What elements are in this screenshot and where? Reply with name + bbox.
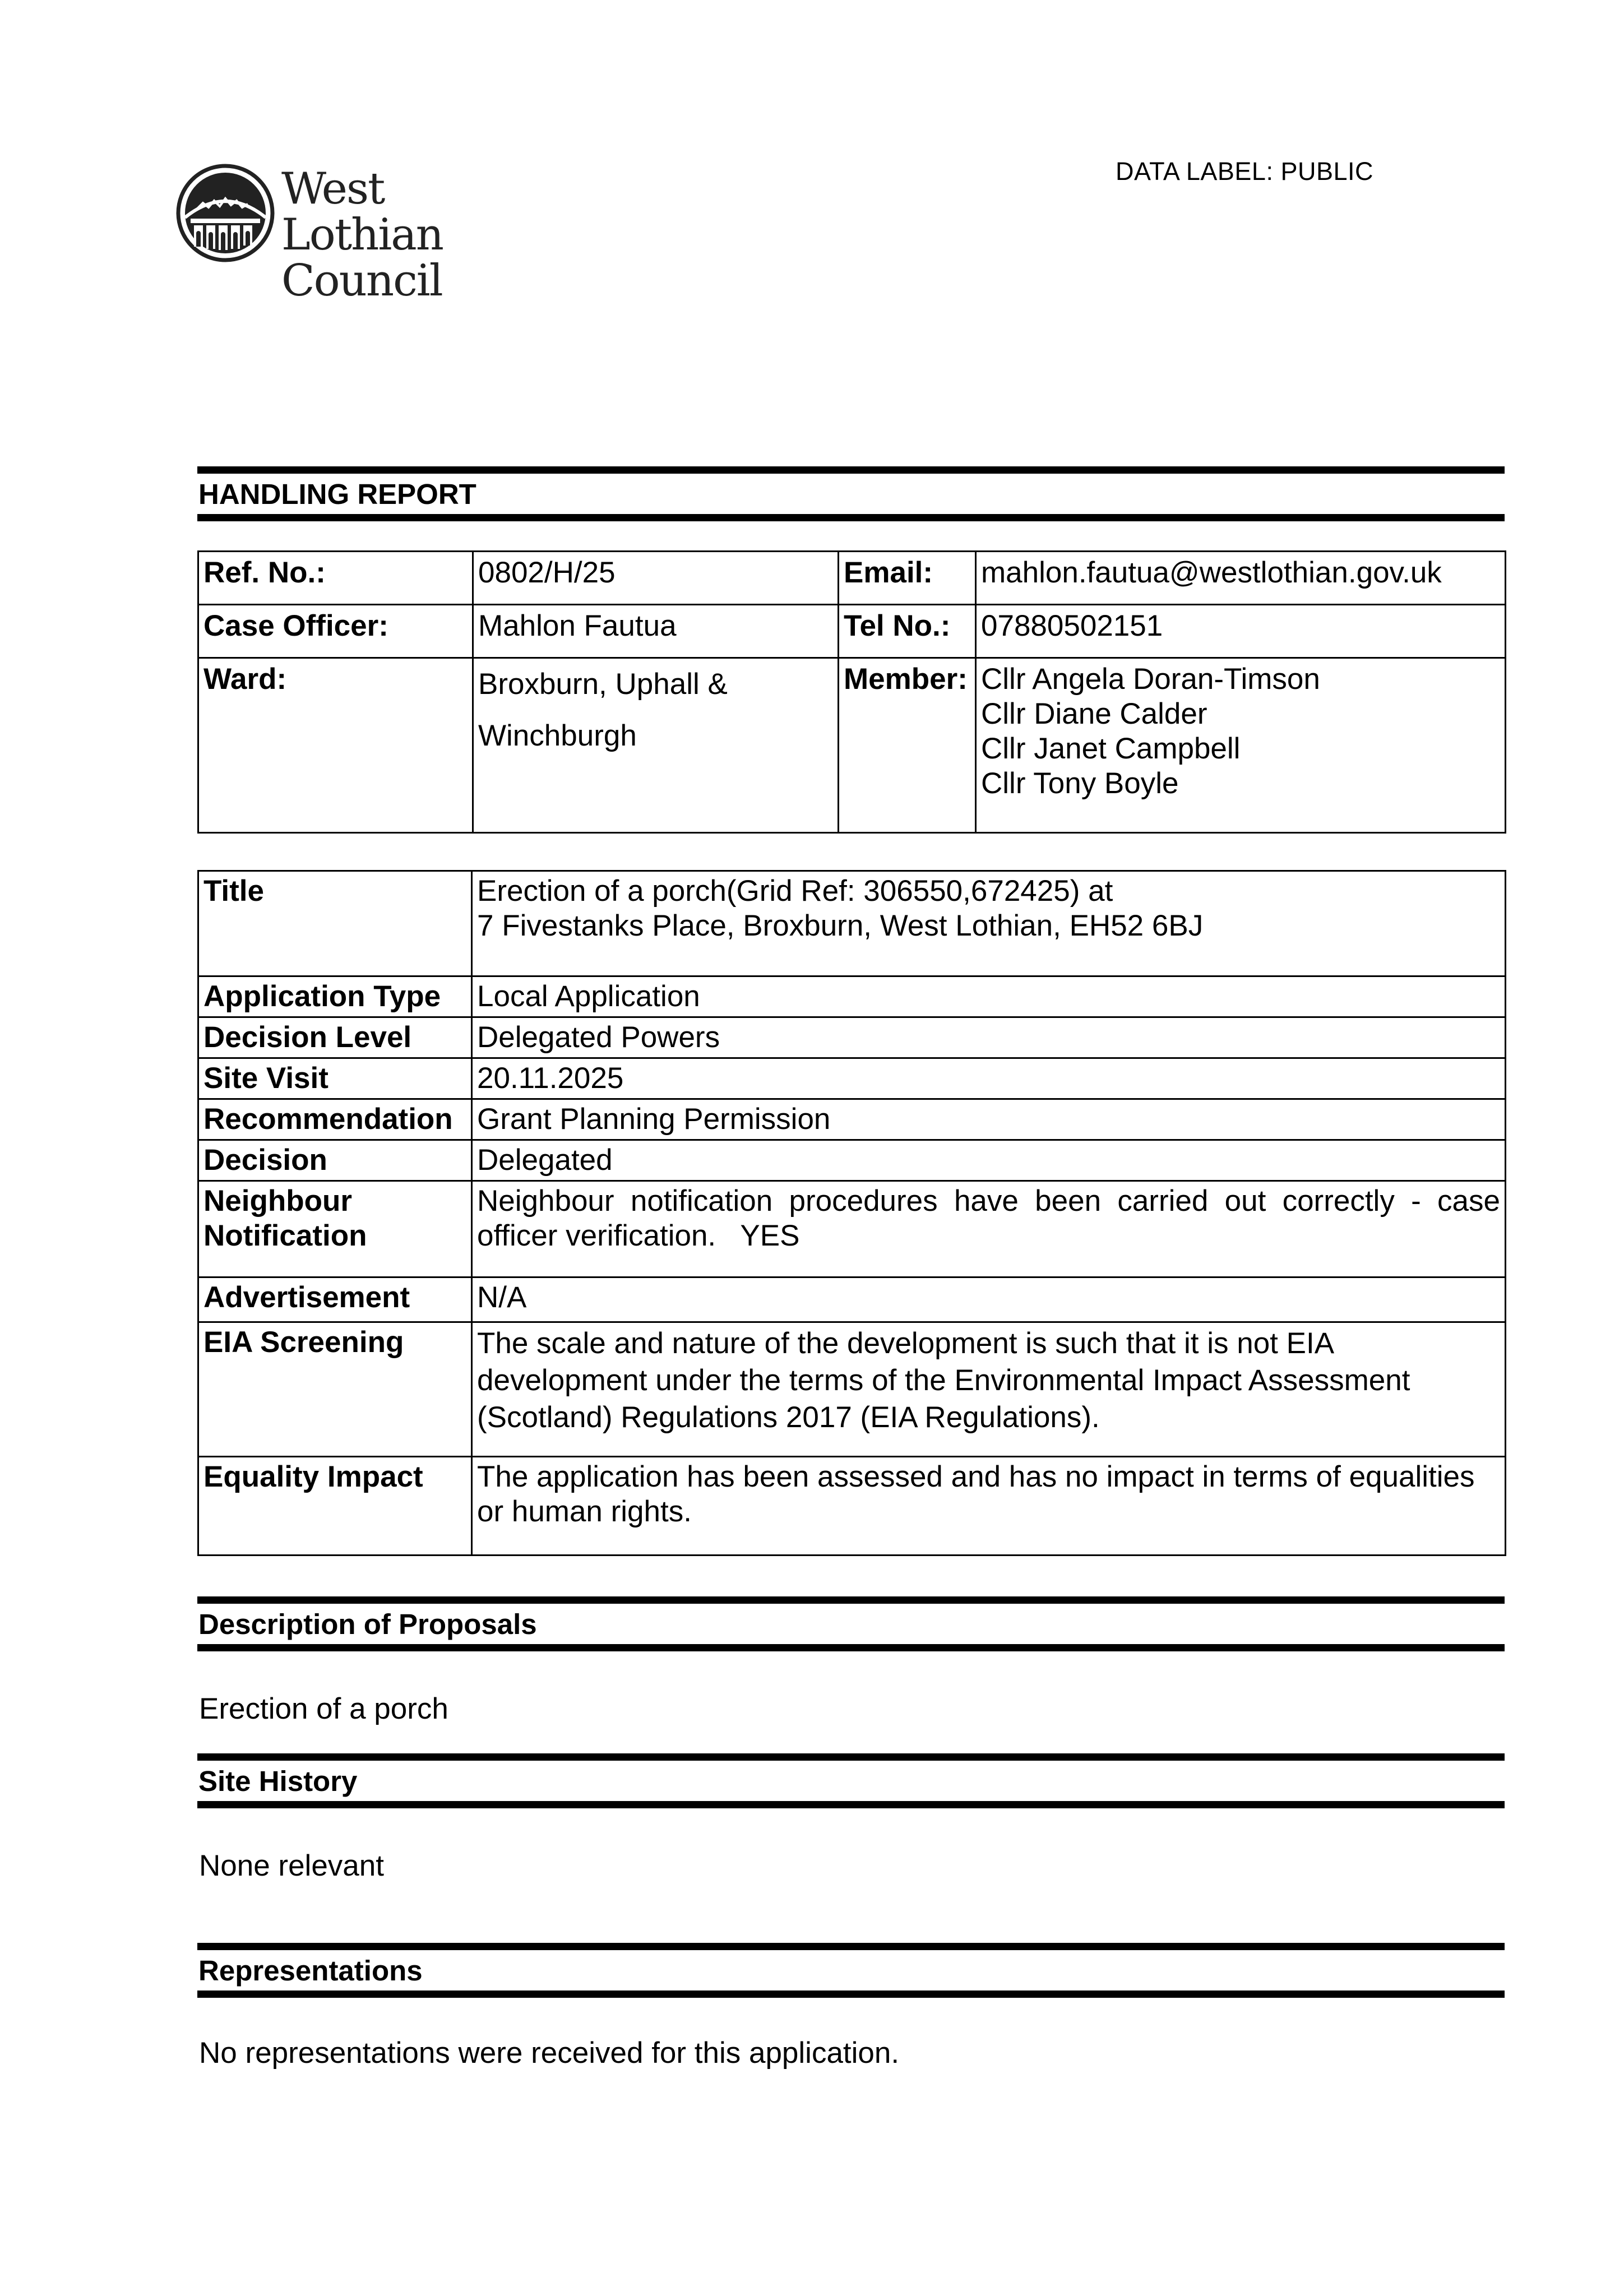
ward-label: Ward: — [198, 658, 473, 833]
member-name: Cllr Tony Boyle — [981, 767, 1179, 800]
bottom-rule — [197, 1644, 1505, 1651]
logo-line-2: Council — [281, 256, 442, 306]
table-row — [198, 1058, 1506, 1099]
table-row — [198, 871, 1506, 976]
ref-label: Ref. No.: — [198, 552, 473, 605]
top-rule — [197, 1943, 1505, 1950]
recommendation-value: Grant Planning Permission — [472, 1099, 1506, 1140]
advertisement-label: Advertisement — [198, 1277, 472, 1322]
council-logo-text — [281, 166, 556, 304]
title-line-2: 7 Fivestanks Place, Broxburn, West Lothian, EH52 6BJ — [477, 909, 1204, 942]
section-heading: HANDLING REPORT — [198, 478, 476, 510]
top-rule — [197, 466, 1505, 474]
member-name: Cllr Angela Doran-Timson — [981, 663, 1320, 696]
site-history-section — [197, 1753, 1505, 1808]
decision-level-label: Decision Level — [198, 1017, 472, 1058]
neighbour-notification-label — [198, 1181, 472, 1277]
contact-info-table — [197, 550, 1506, 834]
viaduct-emblem-icon — [175, 163, 276, 263]
recommendation-label: Recommendation — [198, 1099, 472, 1140]
ward-line-2: Winchburgh — [478, 719, 637, 752]
table-row — [198, 658, 1506, 833]
eia-screening-value: The scale and nature of the development is such that it is not EIA development under the terms of the Environmental Impact Assessment (Scotland) Regulations 2017 (EIA Regulations). — [472, 1322, 1506, 1457]
section-heading: Representations — [198, 1955, 423, 1987]
member-list — [976, 658, 1506, 833]
table-row — [198, 1277, 1506, 1322]
table-row — [198, 605, 1506, 658]
table-row — [198, 552, 1506, 605]
site-visit-label: Site Visit — [198, 1058, 472, 1099]
email-value: mahlon.fautua@westlothian.gov.uk — [976, 552, 1506, 605]
representations-section — [197, 1943, 1505, 1998]
tel-value: 07880502151 — [976, 605, 1506, 658]
application-type-label: Application Type — [198, 976, 472, 1017]
table-row — [198, 1457, 1506, 1556]
table-row — [198, 1017, 1506, 1058]
neighbour-label-line-2: Notification — [203, 1219, 367, 1252]
representations-text: No representations were received for this application. — [199, 2036, 900, 2070]
table-row — [198, 1140, 1506, 1181]
application-details-table — [197, 870, 1509, 1556]
neighbour-notification-value: Neighbour notification procedures have been carried out correctly - case officer verification. YES — [472, 1181, 1506, 1277]
logo-line-1: West Lothian — [281, 164, 443, 260]
table-row — [198, 1099, 1506, 1140]
table-row — [198, 976, 1506, 1017]
case-officer-value: Mahlon Fautua — [473, 605, 839, 658]
ward-value — [473, 658, 839, 833]
advertisement-value: N/A — [472, 1277, 1506, 1322]
handling-report-section — [197, 466, 1505, 521]
title-label: Title — [198, 871, 472, 976]
title-value — [472, 871, 1506, 976]
table-row — [198, 1322, 1506, 1457]
decision-level-value: Delegated Powers — [472, 1017, 1506, 1058]
case-officer-label: Case Officer: — [198, 605, 473, 658]
member-label: Member: — [839, 658, 976, 833]
tel-label: Tel No.: — [839, 605, 976, 658]
description-text: Erection of a porch — [199, 1692, 448, 1725]
bottom-rule — [197, 514, 1505, 521]
eia-screening-label: EIA Screening — [198, 1322, 472, 1457]
title-line-1: Erection of a porch(Grid Ref: 306550,672425) at — [477, 874, 1113, 908]
bottom-rule — [197, 1801, 1505, 1808]
description-section — [197, 1596, 1505, 1651]
ref-value: 0802/H/25 — [473, 552, 839, 605]
top-rule — [197, 1596, 1505, 1604]
bottom-rule — [197, 1991, 1505, 1998]
top-rule — [197, 1753, 1505, 1761]
section-heading: Site History — [198, 1765, 358, 1797]
section-heading: Description of Proposals — [198, 1608, 537, 1640]
application-type-value: Local Application — [472, 976, 1506, 1017]
decision-value: Delegated — [472, 1140, 1506, 1181]
decision-label: Decision — [198, 1140, 472, 1181]
member-name: Cllr Diane Calder — [981, 697, 1207, 730]
neighbour-label-line-1: Neighbour — [203, 1184, 352, 1218]
council-logo — [175, 161, 556, 306]
member-name: Cllr Janet Campbell — [981, 732, 1241, 765]
email-label: Email: — [839, 552, 976, 605]
equality-impact-value: The application has been assessed and has no impact in terms of equalities or human rights. — [472, 1457, 1506, 1556]
equality-impact-label: Equality Impact — [198, 1457, 472, 1556]
site-visit-value: 20.11.2025 — [472, 1058, 1506, 1099]
data-label: DATA LABEL: PUBLIC — [1116, 157, 1374, 186]
ward-line-1: Broxburn, Uphall & — [478, 668, 728, 701]
table-row — [198, 1181, 1506, 1277]
site-history-text: None relevant — [199, 1849, 384, 1882]
